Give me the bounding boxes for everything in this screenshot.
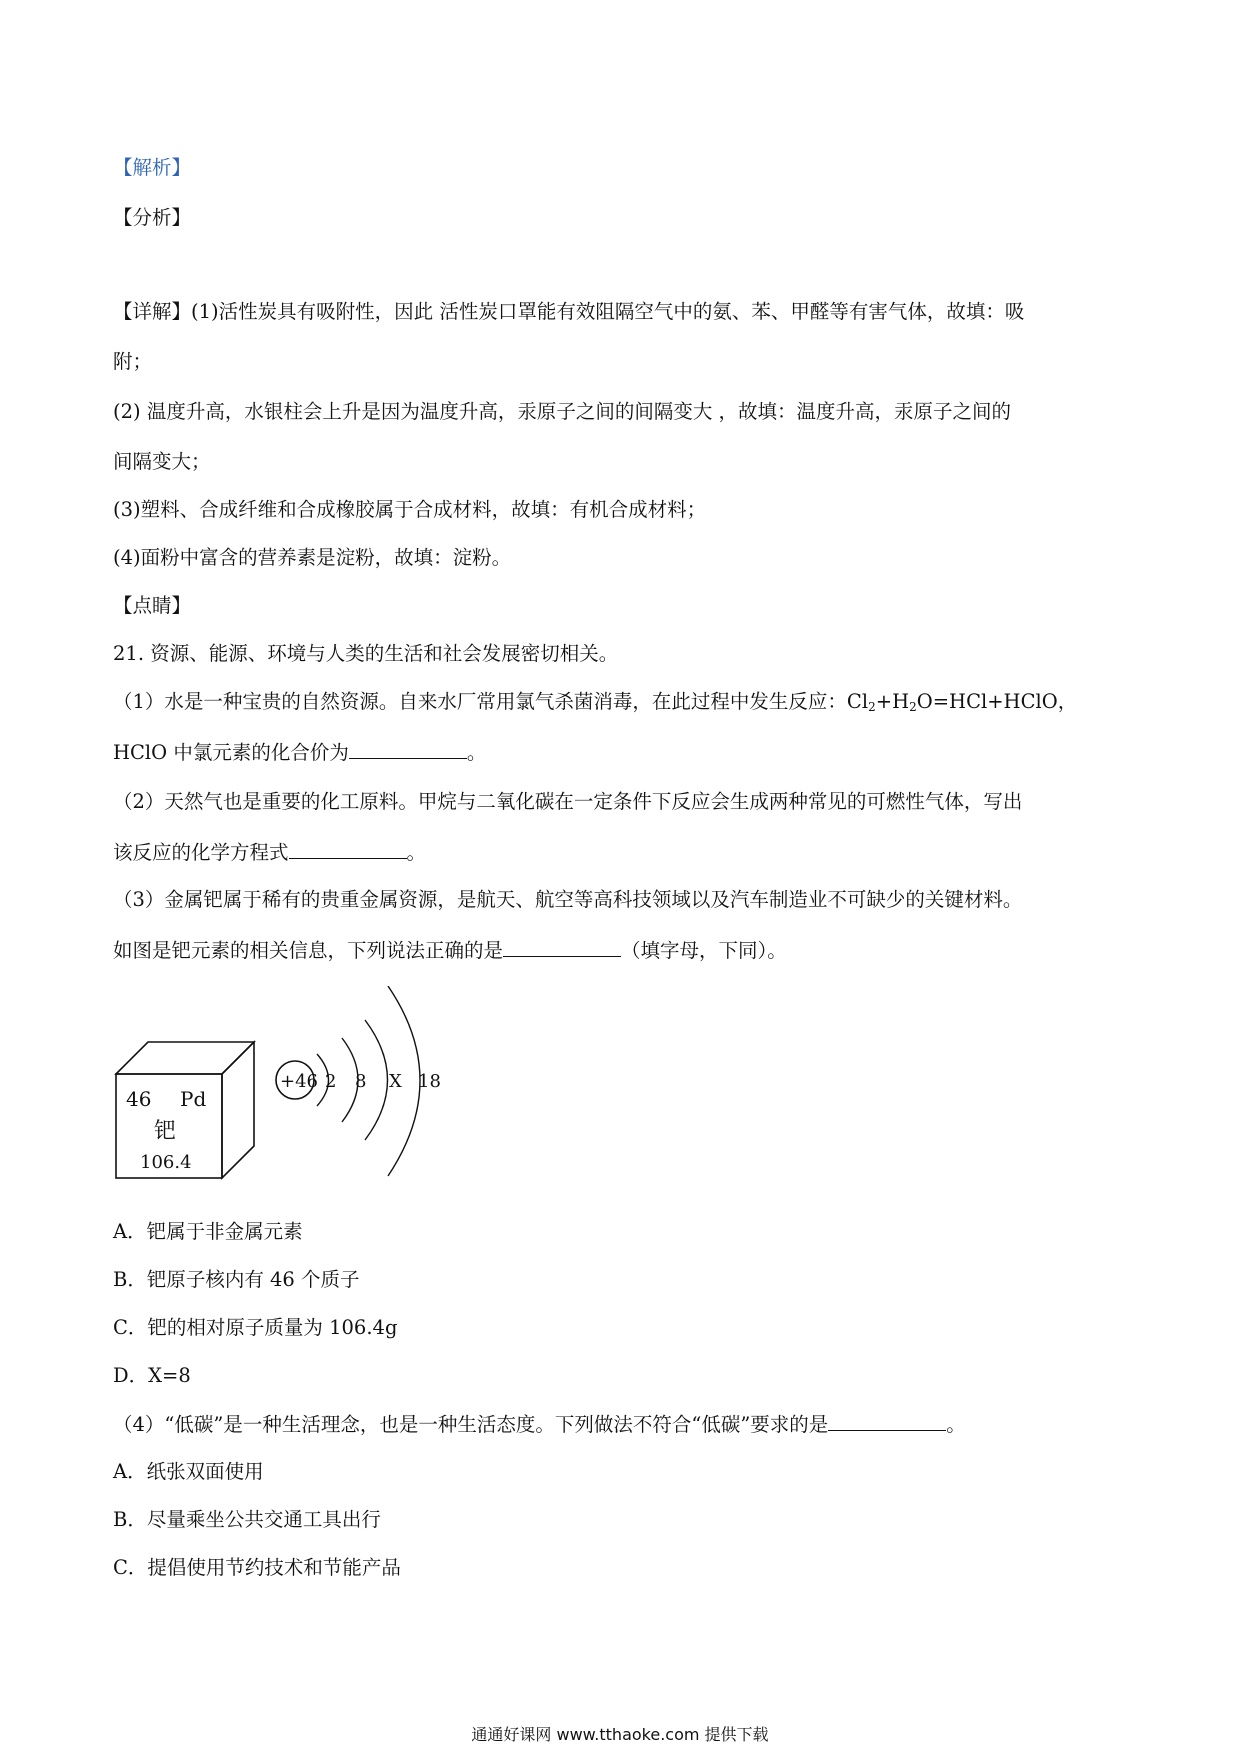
- relative-atomic-mass: 106.4: [140, 1152, 192, 1173]
- option-4b: B．尽量乘坐公共交通工具出行: [113, 1508, 381, 1531]
- part3-line2-end: （填字母，下同）。: [621, 939, 787, 962]
- page-footer: 通通好课网 www.tthaoke.com 提供下载: [471, 1725, 769, 1744]
- part2-line2-text: 该反应的化学方程式: [113, 841, 289, 864]
- equation-cl-subscript: 2: [868, 700, 876, 714]
- option-4c: C．提倡使用节约技术和节能产品: [113, 1556, 401, 1579]
- part3-line2-text: 如图是钯元素的相关信息，下列说法正确的是: [113, 939, 504, 962]
- answer-blank-1[interactable]: [349, 740, 467, 759]
- part4-text: （4）“低碳”是一种生活理念，也是一种生活态度。下列做法不符合“低碳”要求的是: [113, 1413, 829, 1436]
- shell-electrons-3: X: [389, 1071, 402, 1092]
- cube-top-face: [116, 1042, 254, 1074]
- part4-end: 。: [946, 1413, 966, 1436]
- remark-heading: 【点睛】: [113, 594, 192, 617]
- option-3b: B．钯原子核内有 46 个质子: [113, 1268, 360, 1291]
- part2-line2-end: 。: [406, 841, 427, 864]
- question-21-part3-line2: [113, 938, 787, 963]
- question-21-stem: 21. 资源、能源、环境与人类的生活和社会发展密切相关。: [113, 642, 619, 665]
- equation-plus-h: +H: [875, 690, 910, 713]
- palladium-element-figure: [112, 986, 452, 1186]
- detail-p4: (4)面粉中富含的营养素是淀粉，故填：淀粉。: [113, 546, 512, 569]
- shell-electrons-4: 18: [418, 1071, 441, 1092]
- answer-blank-4[interactable]: [828, 1412, 946, 1431]
- detail-line-2: 附；: [113, 350, 153, 373]
- answer-blank-3[interactable]: [503, 938, 621, 957]
- question-21-part2-line2: [113, 840, 426, 865]
- analysis-subheading: 【分析】: [113, 206, 192, 229]
- question-21-part4: [113, 1412, 966, 1437]
- question-21-part3-line1: （3）金属钯属于稀有的贵重金属资源，是航天、航空等高科技领域以及汽车制造业不可缺少的关键材料。: [113, 888, 1023, 911]
- shell-electrons-2: 8: [355, 1071, 367, 1092]
- option-4a: A．纸张双面使用: [113, 1460, 264, 1483]
- nucleus-charge: +46: [280, 1071, 318, 1092]
- atomic-number: 46: [126, 1087, 152, 1111]
- answer-blank-2[interactable]: [289, 840, 407, 859]
- question-21-part1-line2: [113, 740, 486, 765]
- element-name: 钯: [154, 1119, 177, 1144]
- detail-p2-line-2: 间隔变大；: [113, 450, 211, 473]
- detail-p3: (3)塑料、合成纤维和合成橡胶属于合成材料，故填：有机合成材料；: [113, 498, 707, 521]
- element-symbol: Pd: [180, 1087, 207, 1111]
- part1-text: （1）水是一种宝贵的自然资源。自来水厂常用氯气杀菌消毒，在此过程中发生反应：: [113, 690, 847, 713]
- part1-line2-text: HClO 中氯元素的化合价为: [113, 741, 349, 764]
- cube-side-face: [222, 1042, 254, 1178]
- question-21-part2-line1: （2）天然气也是重要的化工原料。甲烷与二氧化碳在一定条件下反应会生成两种常见的可燃性气体，写出: [113, 790, 1023, 813]
- option-3c: C．钯的相对原子质量为 106.4g: [113, 1316, 398, 1339]
- detail-line-1: 【详解】(1)活性炭具有吸附性，因此 活性炭口罩能有效阻隔空气中的氨、苯、甲醛等有害气体，故填：吸: [113, 300, 1025, 323]
- detail-p2-line-1: (2) 温度升高，水银柱会上升是因为温度升高，汞原子之间的间隔变大 ，故填：温度升高，汞原子之间的: [113, 400, 1012, 423]
- equation-cl: Cl: [846, 690, 869, 713]
- part1-line2-end: 。: [466, 741, 487, 764]
- option-3a: A．钯属于非金属元素: [113, 1220, 303, 1243]
- option-3d: D．X=8: [113, 1364, 191, 1387]
- palladium-diagram: [112, 986, 452, 1186]
- shell-arc-3: [365, 1020, 388, 1140]
- question-21-part1-line1: [113, 690, 1077, 714]
- shell-electrons-1: 2: [325, 1071, 337, 1092]
- equation-h-subscript: 2: [909, 700, 917, 714]
- equation-rest: O=HCl+HClO，: [916, 690, 1078, 713]
- analysis-heading: 【解析】: [113, 156, 192, 179]
